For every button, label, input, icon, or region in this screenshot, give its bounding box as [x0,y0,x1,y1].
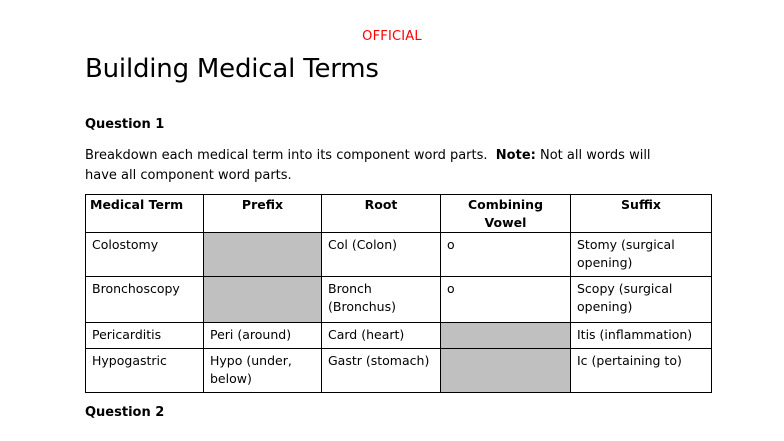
table-row [86,277,712,323]
header-suffix: Suffix [571,195,712,233]
prefix-cell: Hypo (under, below) [204,349,322,393]
prefix-cell: Peri (around) [204,323,322,349]
note-text: Not all words will have all component word parts. [85,148,651,183]
term-cell: Pericarditis [86,323,204,349]
question-1-instructions [85,146,685,186]
vowel-cell-shaded [441,323,571,349]
header-root: Root [322,195,441,233]
term-cell: Colostomy [86,233,204,277]
note-label: Note: [495,148,536,163]
suffix-cell: Itis (inflammation) [571,323,712,349]
term-cell: Bronchoscopy [86,277,204,323]
question-2-heading: Question 2 [85,405,165,420]
header-combining-vowel: Combining Vowel [441,195,571,233]
root-cell: Col (Colon) [322,233,441,277]
prefix-cell-shaded [204,277,322,323]
table-row [86,349,712,393]
header-medical-term: Medical Term [86,195,204,233]
header-prefix: Prefix [204,195,322,233]
instruction-text: Breakdown each medical term into its component word parts. [85,148,488,163]
medical-terms-table [85,194,712,393]
table-row [86,233,712,277]
term-cell: Hypogastric [86,349,204,393]
suffix-cell: Stomy (surgical opening) [571,233,712,277]
page-title: Building Medical Terms [85,54,379,84]
root-cell: Gastr (stomach) [322,349,441,393]
vowel-cell-shaded [441,349,571,393]
classification-label: OFFICIAL [362,29,422,44]
vowel-cell: o [441,233,571,277]
suffix-cell: Scopy (surgical opening) [571,277,712,323]
prefix-cell-shaded [204,233,322,277]
question-1-heading: Question 1 [85,117,165,132]
suffix-cell: Ic (pertaining to) [571,349,712,393]
vowel-cell: o [441,277,571,323]
table-row [86,323,712,349]
root-cell: Bronch (Bronchus) [322,277,441,323]
table-header-row [86,195,712,233]
root-cell: Card (heart) [322,323,441,349]
